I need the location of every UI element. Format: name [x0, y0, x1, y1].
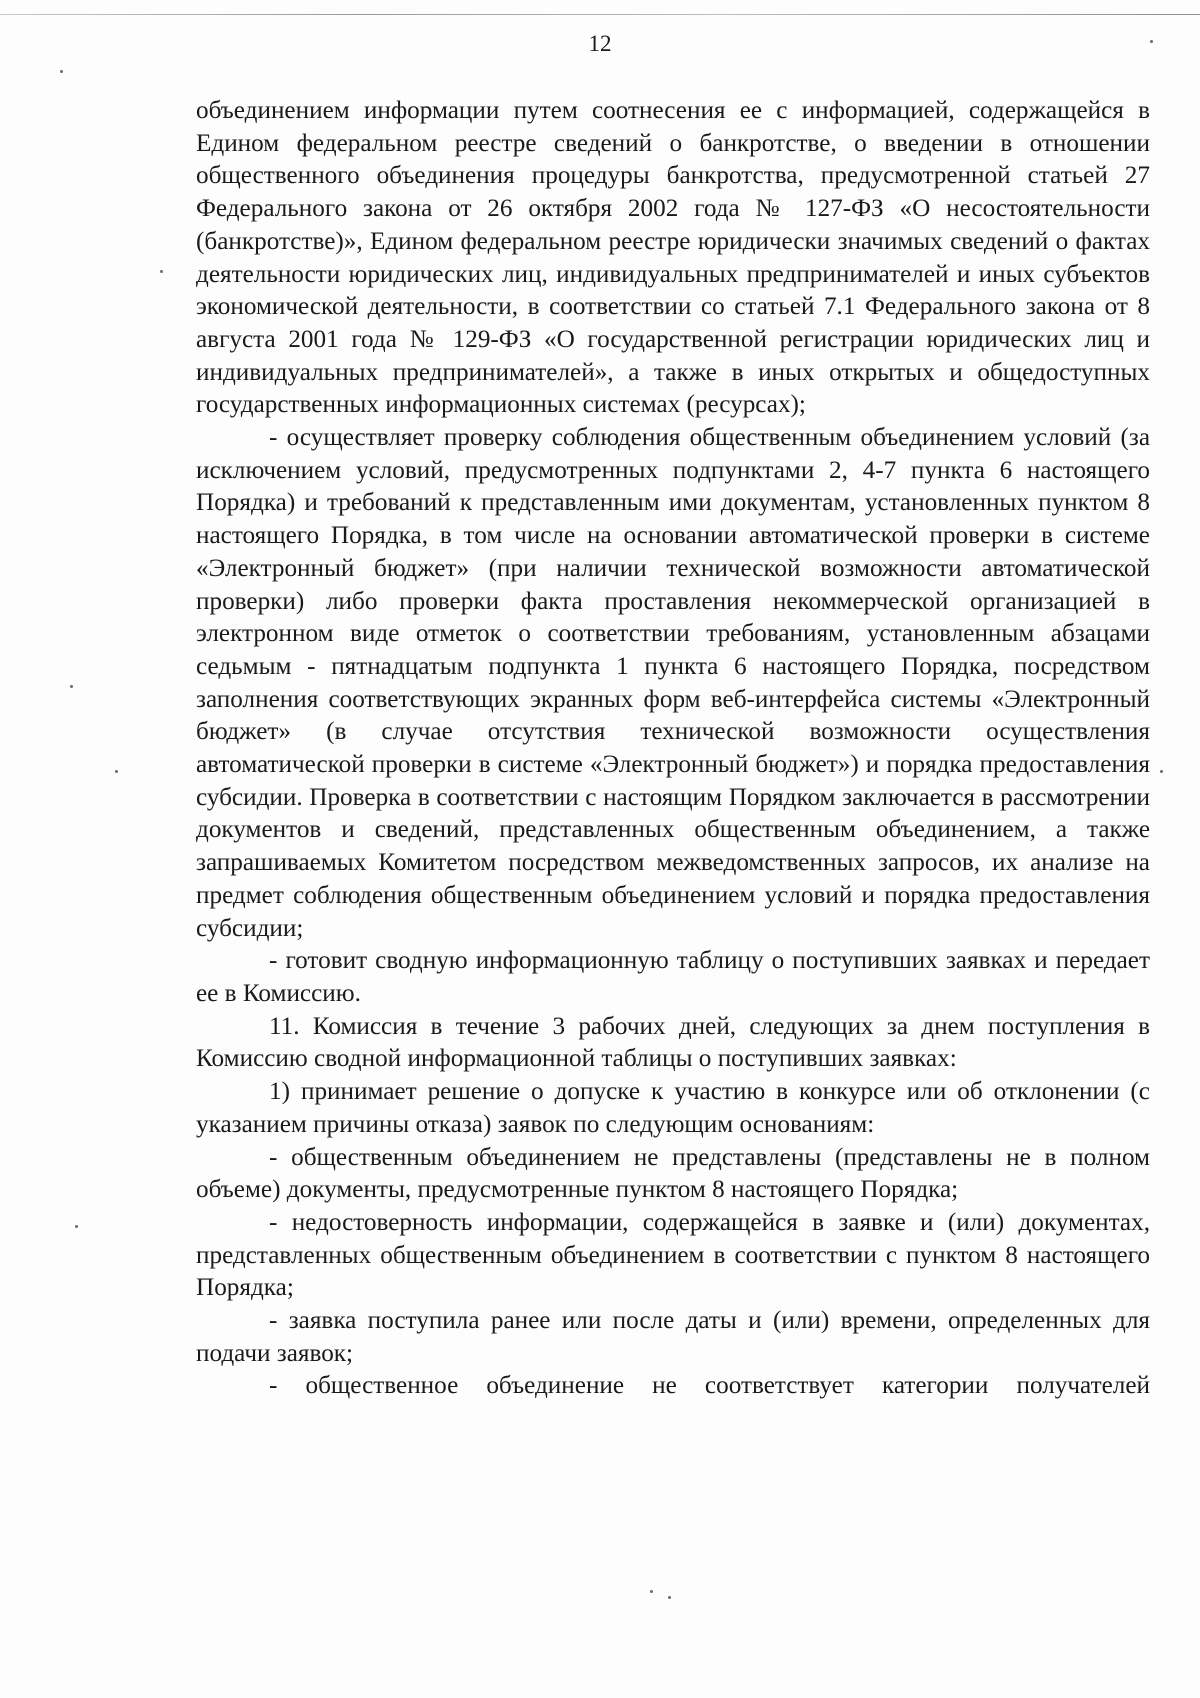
scan-speck: [60, 70, 63, 73]
scan-speck: [1150, 40, 1153, 43]
paragraph-continuation: объединением информации путем соотнесения ее с информацией, содержащейся в Едином федеральном реестре сведений о банкротстве, о введении в отношении общественного объединения процедуры банкротства, предусмотренной статьей 27 Федерального закона от 26 октября 2002 года № 127-ФЗ «О несостоятельности (банкротстве)», Едином федеральном реестре юридически значимых сведений о фактах деятельности юридических лиц, индивидуальных предпринимателей и иных субъектов экономической деятельности, в соответствии со статьей 7.1 Федерального закона от 8 августа 2001 года № 129-ФЗ «О государственной регистрации юридических лиц и индивидуальных предпринимателей», а также в иных открытых и общедоступных государственных информационных системах (ресурсах);: [196, 97, 1150, 419]
scan-top-edge-line: [0, 14, 1200, 15]
paragraph-ground-documents: - общественным объединением не представлены (представлены не в полном объеме) документы, предусмотренные пунктом 8 настоящего Порядка;: [196, 1143, 1150, 1204]
paragraph-summary-table: - готовит сводную информационную таблицу о поступивших заявках и передает ее в Комиссию.: [196, 947, 1150, 1007]
document-body: [196, 95, 1150, 1403]
paragraph-verification: - осуществляет проверку соблюдения общественным объединением условий (за исключением условий, предусмотренных подпунктами 2, 4-7 пункта 6 настоящего Порядка) и требований к представленным ими документам, установленных пунктом 8 настоящего Порядка, в том числе на основании автоматической проверки в системе «Электронный бюджет» (при наличии технической возможности автоматической проверки) либо проверки факта проставления некоммерческой организацией в электронном виде отметок о соответствии требованиям, установленным абзацами седьмым - пятнадцатым подпункта 1 пункта 6 настоящего Порядка, посредством заполнения соответствующих экранных форм веб-интерфейса системы «Электронный бюджет» (в случае отсутствия технической возможности осуществления автоматической проверки в системе «Электронный бюджет») и порядка предоставления субсидии. Проверка в соответствии с настоящим Порядком заключается в рассмотрении документов и сведений, представленных общественным объединением, а также запрашиваемых Комитетом посредством межведомственных запросов, их анализе на предмет соблюдения общественным объединением условий и порядка предоставления субсидии;: [196, 424, 1150, 942]
paragraph-commission-11: 11. Комиссия в течение 3 рабочих дней, следующих за днем поступления в Комиссию сводной информационной таблицы о поступивших заявках:: [196, 1012, 1150, 1073]
scan-speck: [650, 1590, 653, 1593]
scan-speck: [668, 1596, 671, 1599]
scan-speck: [1160, 770, 1163, 773]
page-number: 12: [588, 31, 612, 56]
scan-speck: [75, 1225, 78, 1228]
paragraph-ground-category: - общественное объединение не соответствует категории получателей: [269, 1372, 1150, 1400]
paragraph-ground-timing: - заявка поступила ранее или после даты и (или) времени, определенных для подачи заявок;: [196, 1307, 1150, 1367]
paragraph-decision-1: 1) принимает решение о допуске к участию в конкурсе или об отклонении (с указанием причины отказа) заявок по следующим основаниям:: [196, 1078, 1150, 1138]
scan-speck: [115, 770, 118, 773]
paragraph-ground-unreliable: - недостоверность информации, содержащейся в заявке и (или) документах, представленных общественным объединением в соответствии с пунктом 8 настоящего Порядка;: [196, 1208, 1150, 1302]
scan-speck: [160, 270, 163, 273]
scan-speck: [70, 685, 73, 688]
